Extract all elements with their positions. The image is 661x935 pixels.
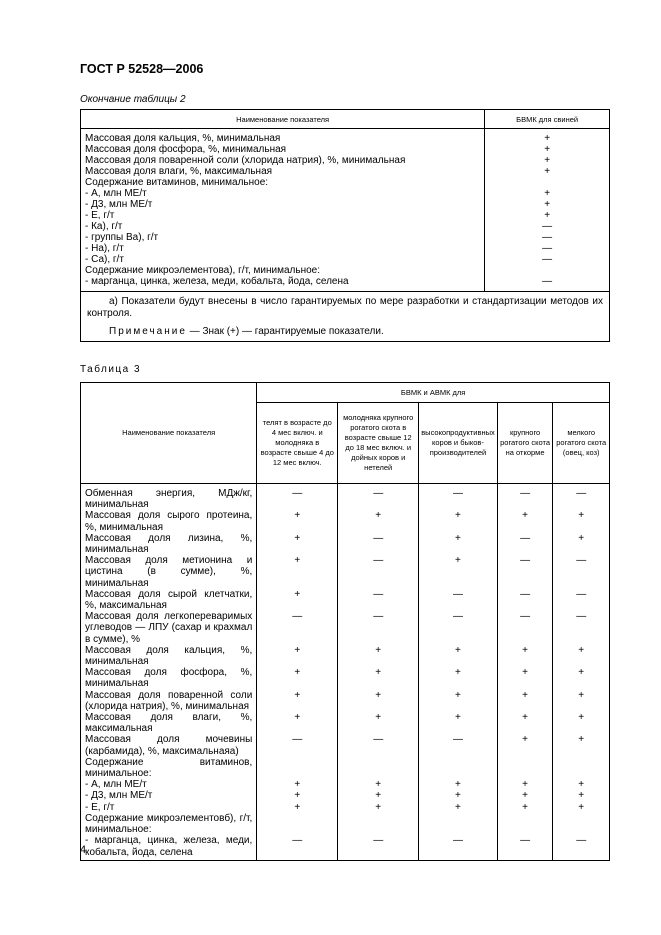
table3-cell: + [338, 802, 419, 813]
table3-row [81, 589, 610, 611]
table-3 [80, 382, 610, 861]
table3-col-fattening: крупного рогатого скота на откорме [497, 403, 553, 484]
table2-note [81, 320, 610, 342]
table3-cell: — [338, 835, 419, 860]
table3-cell: + [257, 779, 338, 790]
table3-cell: — [553, 555, 610, 589]
table3-cell: + [257, 533, 338, 555]
table3-cell: — [553, 611, 610, 645]
table3-row [81, 790, 610, 801]
table2-row-value [485, 265, 610, 276]
table3-cell: + [419, 510, 498, 532]
table3-cell: + [497, 779, 553, 790]
table3-cell: + [338, 712, 419, 734]
table3-cell: — [553, 835, 610, 860]
table3-cell: — [497, 533, 553, 555]
table3-cell: — [497, 589, 553, 611]
table2-row [81, 188, 610, 199]
table3-col-calves: телят в возрасте до 4 мес включ. и молодняка в возрасте свыше 4 до 12 мес включ. [257, 403, 338, 484]
table2-row [81, 232, 610, 243]
table3-row-label: Массовая доля поваренной соли (хлорида натрия), %, минимальная [81, 690, 257, 712]
table2-row-value: — [485, 254, 610, 265]
table3-cell: + [553, 510, 610, 532]
table3-cell: + [497, 790, 553, 801]
table3-cell [338, 757, 419, 779]
table3-cell: + [497, 712, 553, 734]
table3-cell: — [257, 835, 338, 860]
table3-row-label: Массовая доля легкопереваримых углеводов — ЛПУ (сахар и крахмал в сумме), % [81, 611, 257, 645]
table3-cell: + [257, 589, 338, 611]
table3-row-label: Содержание микроэлементовб), г/т, минимальное: [81, 813, 257, 835]
table2-row-label: - Ка), г/т [81, 221, 485, 232]
table3-row-label: Массовая доля кальция, %, минимальная [81, 645, 257, 667]
table3-row [81, 645, 610, 667]
table3-row [81, 757, 610, 779]
table3-row [81, 690, 610, 712]
table3-cell: — [553, 484, 610, 511]
table3-cell: — [497, 484, 553, 511]
table3-cell [553, 757, 610, 779]
table3-row-label: Массовая доля влаги, %, максимальная [81, 712, 257, 734]
table3-cell: — [257, 611, 338, 645]
table3-row [81, 667, 610, 689]
table3-col-high-productive: высокопродуктивных коров и быков-производителей [419, 403, 498, 484]
table3-row-label: Массовая доля сырого протеина, %, минимальная [81, 510, 257, 532]
table3-cell: + [497, 734, 553, 756]
table3-cell: + [553, 712, 610, 734]
table2-row-label: - Д3, млн МЕ/т [81, 199, 485, 210]
note-text: — Знак (+) — гарантируемые показатели. [189, 326, 384, 337]
table3-cell: + [257, 790, 338, 801]
table3-cell: + [338, 779, 419, 790]
table2-row [81, 144, 610, 155]
table3-row-label: Обменная энергия, МДж/кг, минимальная [81, 484, 257, 511]
table2-row [81, 276, 610, 292]
table2-row [81, 221, 610, 232]
table3-cell: + [257, 510, 338, 532]
table3-col-young-cattle: молодняка крупного рогатого скота в возрасте свыше 12 до 18 мес включ. и дойных коров и нетелей [338, 403, 419, 484]
table3-cell: — [419, 484, 498, 511]
table3-cell: + [419, 802, 498, 813]
table3-row-label: Массовая доля фосфора, %, минимальная [81, 667, 257, 689]
table3-cell: + [338, 667, 419, 689]
table3-body [81, 484, 610, 861]
table3-cell: + [257, 802, 338, 813]
table3-cell: + [419, 555, 498, 589]
table3-cell [419, 813, 498, 835]
table3-cell [338, 813, 419, 835]
table2-row [81, 155, 610, 166]
table3-row [81, 484, 610, 511]
table3-cell: — [553, 589, 610, 611]
table2-row-value: — [485, 232, 610, 243]
table2-footnote: а) Показатели будут внесены в число гарантируемых по мере разработки и стандартизации методов их контроля. [81, 292, 610, 321]
table3-row-label: - Е, г/т [81, 802, 257, 813]
document-code: ГОСТ Р 52528—2006 [80, 62, 204, 76]
table3-cell: + [338, 790, 419, 801]
table3-cell: + [553, 533, 610, 555]
table2-row-label: - Е, г/т [81, 210, 485, 221]
table2-row-label: Массовая доля кальция, %, минимальная [81, 129, 485, 145]
table3-cell: + [497, 667, 553, 689]
table2-row-value: + [485, 199, 610, 210]
table3-cell: + [257, 667, 338, 689]
table3-cell: + [553, 734, 610, 756]
table2-row-label: Массовая доля фосфора, %, минимальная [81, 144, 485, 155]
table3-cell: + [419, 533, 498, 555]
table3-cell: — [257, 484, 338, 511]
table2-row [81, 210, 610, 221]
table-2 [80, 109, 610, 342]
table3-row [81, 510, 610, 532]
table2-header-param: Наименование показателя [81, 110, 485, 129]
table3-row [81, 779, 610, 790]
table3-cell: — [497, 835, 553, 860]
table2-row-value: + [485, 155, 610, 166]
table3-row [81, 813, 610, 835]
table3-cell [257, 757, 338, 779]
table3-row [81, 555, 610, 589]
table3-row-label: Массовая доля мочевины (карбамида), %, максимальнаяа) [81, 734, 257, 756]
table3-cell: + [257, 690, 338, 712]
table3-cell [419, 757, 498, 779]
table3-cell: — [419, 734, 498, 756]
table3-row-label: Массовая доля сырой клетчатки, %, максимальная [81, 589, 257, 611]
table2-row [81, 254, 610, 265]
table3-row [81, 712, 610, 734]
table3-cell: — [419, 611, 498, 645]
table2-body [81, 129, 610, 292]
table3-cell: — [497, 555, 553, 589]
table3-cell: + [553, 790, 610, 801]
table3-row-label: Массовая доля метионина и цистина (в сумме), %, минимальная [81, 555, 257, 589]
table2-row [81, 166, 610, 177]
table3-cell: — [419, 589, 498, 611]
table3-cell: — [338, 734, 419, 756]
table3-cell: + [419, 779, 498, 790]
table3-row [81, 835, 610, 860]
table3-row-label: Содержание витаминов, минимальное: [81, 757, 257, 779]
table3-cell: + [553, 645, 610, 667]
table2-row [81, 199, 610, 210]
table2-row-value: + [485, 188, 610, 199]
table3-row-label: - А, млн МЕ/т [81, 779, 257, 790]
table2-row-value: — [485, 276, 610, 292]
table2-row-label: Массовая доля поваренной соли (хлорида натрия), %, минимальная [81, 155, 485, 166]
table3-cell: + [419, 690, 498, 712]
table3-cell: + [497, 802, 553, 813]
table3-cell: + [257, 712, 338, 734]
table3-cell [257, 813, 338, 835]
table3-cell: — [497, 611, 553, 645]
table2-row-value: — [485, 221, 610, 232]
note-label: Примечание [109, 326, 187, 337]
table2-row-label: Массовая доля влаги, %, максимальная [81, 166, 485, 177]
table3-cell: + [338, 690, 419, 712]
table2-row-label: Содержание витаминов, минимальное: [81, 177, 485, 188]
table3-cell: + [497, 510, 553, 532]
table3-row [81, 802, 610, 813]
table3-row-label: - Д3, млн МЕ/т [81, 790, 257, 801]
table2-caption: Окончание таблицы 2 [80, 94, 186, 105]
table3-cell: + [497, 645, 553, 667]
table3-cell: — [338, 589, 419, 611]
table3-cell: + [553, 802, 610, 813]
table3-cell: + [497, 690, 553, 712]
table3-cell [497, 813, 553, 835]
table3-cell: + [257, 645, 338, 667]
table2-row-value: + [485, 144, 610, 155]
table3-cell: + [338, 510, 419, 532]
table3-cell: + [419, 790, 498, 801]
table3-row-label: Массовая доля лизина, %, минимальная [81, 533, 257, 555]
table3-caption: Таблица 3 [80, 364, 142, 375]
table3-row [81, 734, 610, 756]
table3-cell: + [553, 779, 610, 790]
table3-group-header: БВМК и АВМК для [257, 383, 610, 403]
table3-cell: + [419, 667, 498, 689]
table3-cell: + [257, 555, 338, 589]
table3-cell: — [338, 611, 419, 645]
table3-cell: — [419, 835, 498, 860]
table3-cell: — [338, 555, 419, 589]
table2-row [81, 265, 610, 276]
table2-row-value: + [485, 210, 610, 221]
table3-cell: + [419, 645, 498, 667]
table3-cell: + [553, 690, 610, 712]
table2-row-label: - группы Ва), г/т [81, 232, 485, 243]
table3-cell [497, 757, 553, 779]
table2-row [81, 243, 610, 254]
table2-row-value [485, 177, 610, 188]
table2-row-value: + [485, 166, 610, 177]
table3-cell: + [338, 645, 419, 667]
table3-header-param: Наименование показателя [81, 383, 257, 484]
table2-row-label: - На), г/т [81, 243, 485, 254]
table3-row [81, 533, 610, 555]
table3-row [81, 611, 610, 645]
table2-row-label: - Са), г/т [81, 254, 485, 265]
table2-row-label: - марганца, цинка, железа, меди, кобальта, йода, селена [81, 276, 485, 292]
table2-row-value: — [485, 243, 610, 254]
table2-header-value: БВМК для свиней [485, 110, 610, 129]
page-number: 4 [80, 844, 87, 856]
table3-cell [553, 813, 610, 835]
table3-cell: — [338, 484, 419, 511]
table3-row-label: - марганца, цинка, железа, меди, кобальта, йода, селена [81, 835, 257, 860]
table3-cell: — [257, 734, 338, 756]
table2-row [81, 177, 610, 188]
table3-cell: — [338, 533, 419, 555]
table2-row-value: + [485, 129, 610, 145]
table3-cell: + [553, 667, 610, 689]
table3-col-small-ruminants: мелкого рогатого скота (овец, коз) [553, 403, 610, 484]
table2-row-label: Содержание микроэлементова), г/т, минимальное: [81, 265, 485, 276]
table2-row-label: - А, млн МЕ/т [81, 188, 485, 199]
table3-cell: + [419, 712, 498, 734]
table2-row [81, 129, 610, 145]
